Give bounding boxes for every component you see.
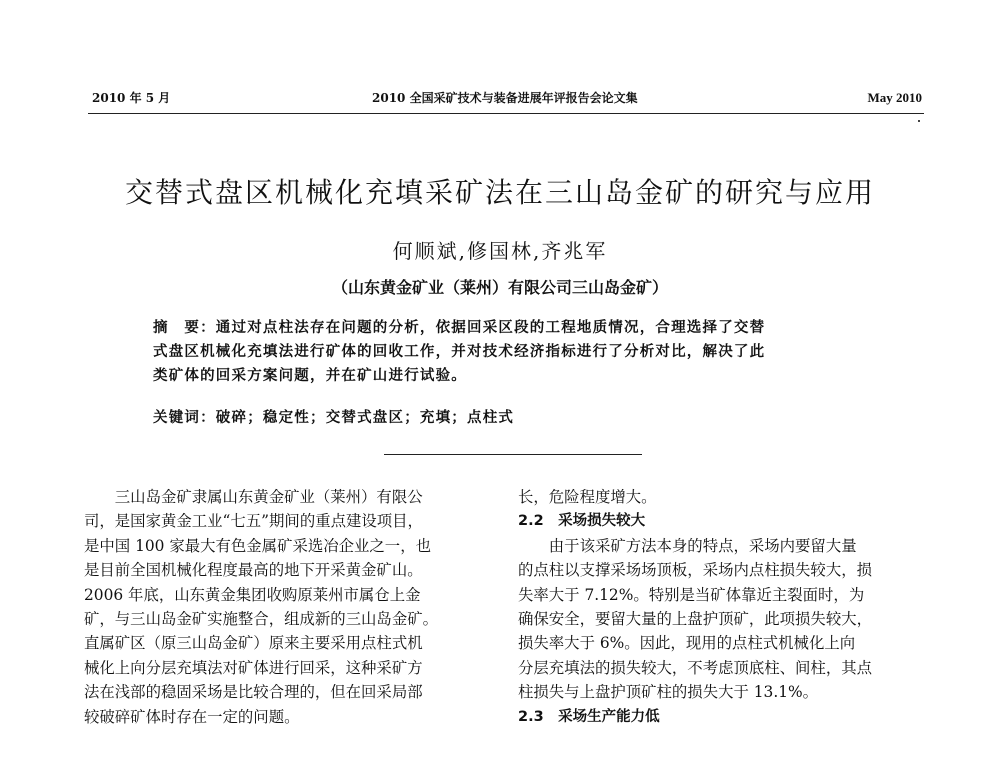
header-rule-mark [918,120,920,122]
body-line: 较破碎矿体时存在一定的问题。 [84,707,300,726]
body-line: 直属矿区（原三山岛金矿）原来主要采用点柱式机 [84,634,423,653]
abstract [153,316,853,388]
header-rule [88,113,924,114]
body-line: 矿，与三山岛金矿实施整合，组成新的三山岛金矿。 [84,609,438,628]
body-column-right [518,485,930,729]
body-line: 的点柱以支撑采场场顶板，采场内点柱损失较大，损 [518,561,872,580]
abstract-line: 式盘区机械化充填法进行矿体的回收工作，并对技术经济指标进行了分析对比，解决了此 [153,343,766,360]
paper-title: 交替式盘区机械化充填采矿法在三山岛金矿的研究与应用 [124,176,875,209]
abstract-line: 类矿体的回采方案问题，并在矿山进行试验。 [153,367,467,384]
body-line: 分层充填法的损失较大，不考虑顶底柱、间柱，其点 [518,658,872,677]
body-line: 是目前全国机械化程度最高的地下开采黄金矿山。 [84,561,423,580]
keywords: 关键词：破碎；稳定性；交替式盘区；充填；点柱式 [153,409,515,426]
header-date-left: 2010 年 5 月 [92,91,171,105]
body-line: 三山岛金矿隶属山东黄金矿业（莱州）有限公 [84,488,423,506]
header-journal-title: 2010 全国采矿技术与装备进展年评报告会论文集 [372,91,638,105]
paper-affiliation: （山东黄金矿业（莱州）有限公司三山岛金矿） [331,278,668,297]
body-line: 损失率大于 6%。因此，现用的点柱式机械化上向 [518,634,856,653]
body-line: 长，危险程度增大。 [518,488,657,506]
body-line: 司，是国家黄金工业“七五”期间的重点建设项目， [84,512,423,531]
body-line: 是中国 100 家最大有色金属矿采选冶企业之一，也 [84,536,431,555]
section-heading-2-2: 2.2 采场损失较大 [518,513,646,530]
body-column-left [84,485,500,729]
body-line: 由于该采矿方法本身的特点，采场内要留大量 [518,536,857,555]
section-heading-2-3: 2.3 采场生产能力低 [518,708,660,725]
paper-authors: 何顺斌,修国林,齐兆军 [392,239,608,263]
abstract-line: 摘 要：通过对点柱法存在问题的分析，依据回采区段的工程地质情况，合理选择了交替 [153,319,766,336]
abstract-separator [384,454,642,455]
body-line: 确保安全，要留大量的上盘护顶矿，此项损失较大， [518,609,872,628]
running-header [92,87,922,109]
body-line: 械化上向分层充填法对矿体进行回采，这种采矿方 [84,658,423,677]
body-line: 柱损失与上盘护顶矿柱的损失大于 13.1%。 [518,683,819,702]
header-date-right: May 2010 [867,90,922,105]
body-line: 失率大于 7.12%。特别是当矿体靠近主裂面时，为 [518,585,865,604]
body-line: 法在浅部的稳固采场是比较合理的，但在回采局部 [84,683,423,702]
body-line: 2006 年底，山东黄金集团收购原莱州市属仓上金 [84,585,421,604]
